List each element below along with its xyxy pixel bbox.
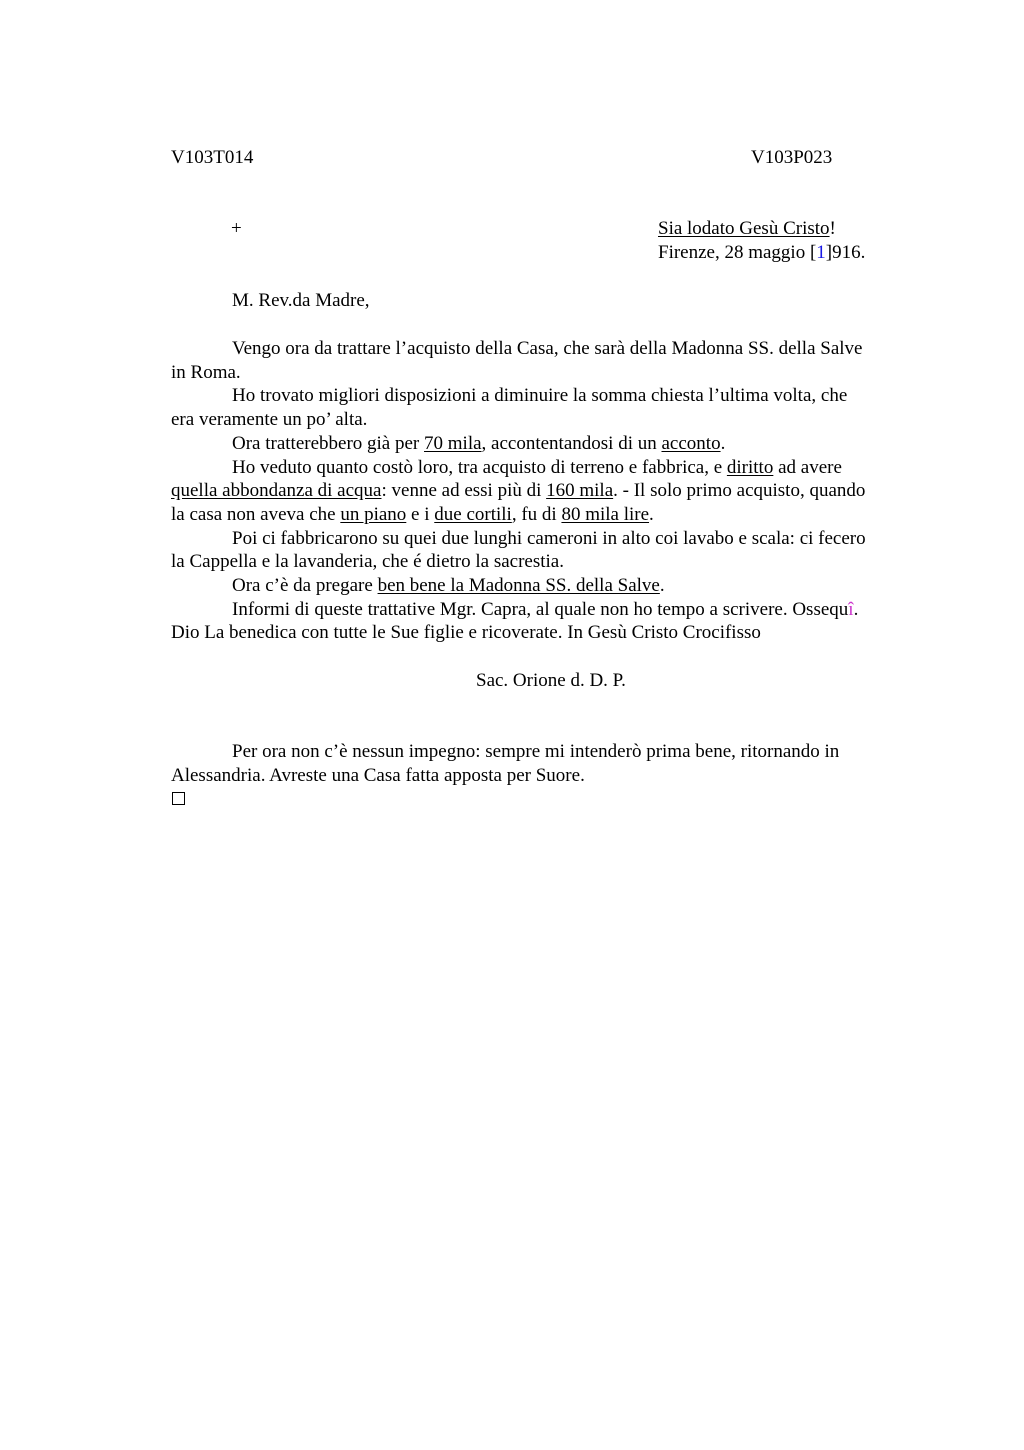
underlined-text: acconto [661, 432, 721, 454]
paragraph-line [171, 432, 931, 456]
text-run: , accontentandosi di un [481, 432, 662, 454]
paragraph-line: Ho trovato migliori disposizioni a diminuire la somma chiesta l’ultima volta, che [232, 385, 848, 407]
underlined-text: 70 mila [424, 432, 482, 454]
postscript-line: Alessandria. Avreste una Casa fatta apposta per Suore. [171, 764, 585, 786]
dateline-prefix: Firenze, 28 maggio [ [658, 242, 817, 263]
paragraph-line: Poi ci fabbricarono su quei due lunghi cameroni in alto coi lavabo e scala: ci fecero [232, 527, 866, 549]
paragraph-line: la Cappella e la lavanderia, che é dietro la sacrestia. [171, 551, 564, 573]
text-run: . - Il solo primo acquisto, quando [613, 480, 866, 502]
cross-mark: + [231, 218, 242, 239]
invocation [658, 217, 836, 241]
document-code-left: V103T014 [171, 147, 254, 168]
letter-body [171, 337, 931, 645]
invocation-text: Sia lodato Gesù Cristo [658, 218, 830, 239]
greeting: M. Rev.da Madre, [232, 290, 370, 311]
editorial-mark: î [848, 598, 854, 620]
paragraph-line [171, 574, 931, 598]
paragraph-line [171, 479, 931, 503]
text-run: ad avere [773, 456, 842, 478]
underlined-text: ben bene la Madonna SS. della Salve [377, 575, 660, 597]
underlined-text: quella abbondanza di acqua [171, 480, 382, 502]
text-run: . [853, 598, 859, 620]
dateline-suffix: ]916. [825, 242, 866, 263]
underlined-text: due cortili [434, 503, 512, 525]
paragraph-line [171, 503, 931, 527]
end-box-icon [172, 792, 185, 805]
paragraph-line: Vengo ora da trattare l’acquisto della Casa, che sarà della Madonna SS. della Salve [232, 338, 863, 359]
paragraph-line [171, 598, 931, 622]
text-run: . [720, 432, 726, 454]
text-run: la casa non aveva che [171, 503, 341, 525]
paragraph-line: in Roma. [171, 361, 241, 383]
text-run: : venne ad essi più di [381, 480, 547, 502]
postscript [171, 740, 931, 787]
paragraph-line [171, 456, 931, 480]
document-code-right: V103P023 [751, 147, 833, 168]
text-run: Informi di queste trattative Mgr. Capra, al quale non ho tempo a scrivere. Ossequ [232, 598, 849, 620]
postscript-line: Per ora non c’è nessun impegno: sempre mi intenderò prima bene, ritornando in [232, 741, 840, 762]
underlined-text: 160 mila [546, 480, 614, 502]
text-run: e i [406, 503, 435, 525]
dateline-editorial-insert: 1 [816, 242, 826, 263]
text-run: Ora c’è da pregare [232, 575, 378, 597]
paragraph-line: Dio La benedica con tutte le Sue figlie e ricoverate. In Gesù Cristo Crocifisso [171, 622, 761, 644]
text-run: Ho veduto quanto costò loro, tra acquisto di terreno e fabbrica, e [232, 456, 727, 478]
underlined-text: un piano [340, 503, 407, 525]
text-run: Ora tratterebbero già per [232, 432, 425, 454]
underlined-text: 80 mila lire [561, 503, 650, 525]
text-run: , fu di [511, 503, 562, 525]
signature: Sac. Orione d. D. P. [476, 670, 626, 691]
text-run: . [649, 503, 654, 525]
text-run: . [659, 575, 665, 597]
underlined-text: diritto [726, 456, 774, 478]
paragraph-line: era veramente un po’ alta. [171, 409, 368, 431]
invocation-exclamation: ! [829, 218, 836, 239]
dateline [658, 241, 865, 265]
